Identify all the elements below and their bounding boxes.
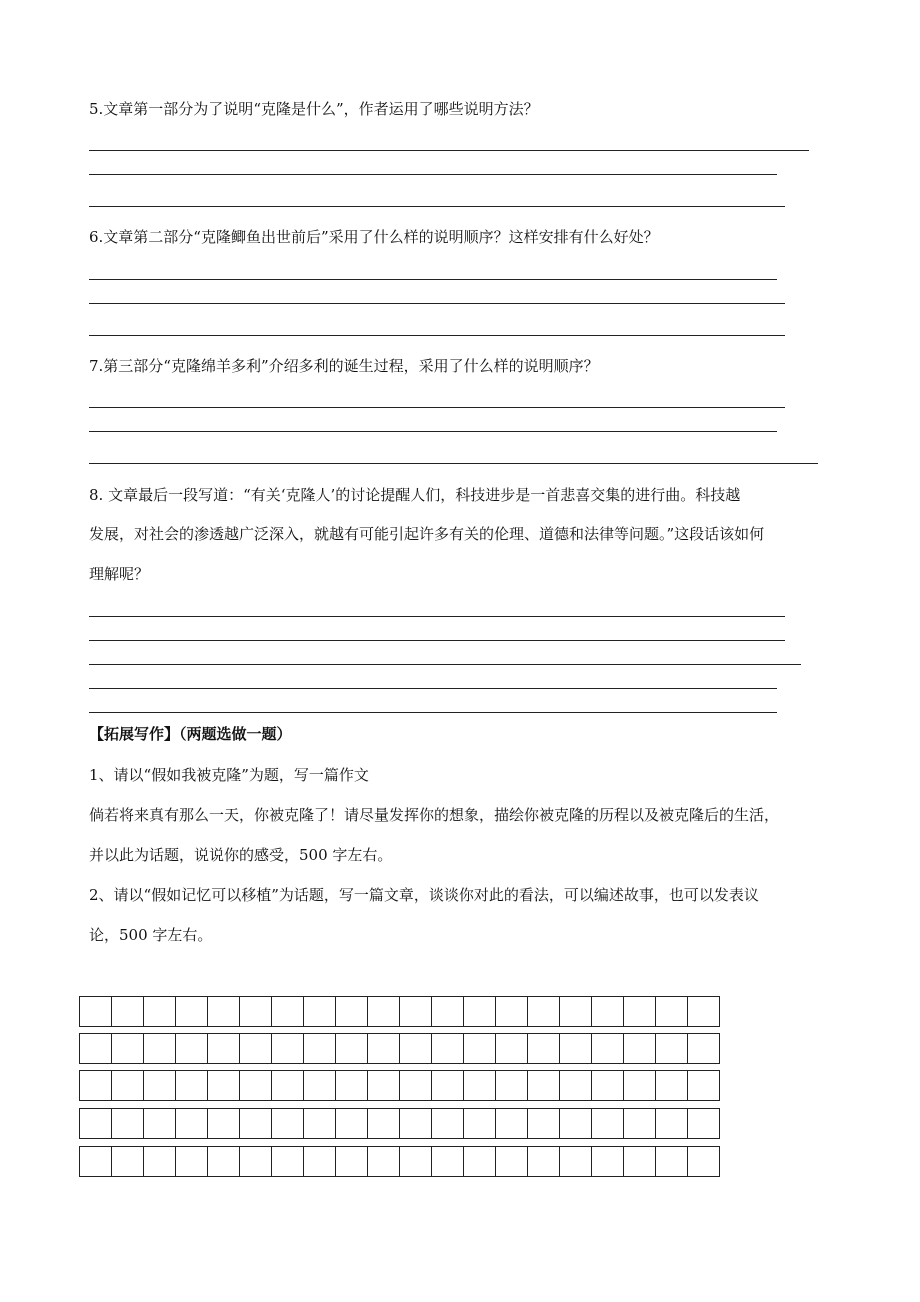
grid-cell[interactable]	[272, 1033, 304, 1064]
grid-cell[interactable]	[144, 996, 176, 1027]
question-8-line-2: 发展，对社会的渗透越广泛深入，就越有可能引起许多有关的伦理、道德和法律等问题。”这段话该如何	[89, 525, 765, 543]
answer-line[interactable]	[89, 174, 777, 175]
grid-cell[interactable]	[144, 1070, 176, 1101]
grid-cell[interactable]	[176, 1033, 208, 1064]
answer-line[interactable]	[89, 407, 785, 408]
grid-cell[interactable]	[400, 1033, 432, 1064]
writing-topic-1-line-1: 倘若将来真有那么一天，你被克隆了！请尽量发挥你的想象，描绘你被克隆的历程以及被克隆后的生活，	[89, 806, 780, 824]
grid-cell[interactable]	[336, 1108, 368, 1139]
grid-cell[interactable]	[464, 1146, 496, 1177]
question-8-line-3: 理解呢？	[89, 565, 150, 583]
grid-cell[interactable]	[304, 1146, 336, 1177]
grid-cell[interactable]	[528, 1108, 560, 1139]
grid-cell[interactable]	[432, 1146, 464, 1177]
grid-cell[interactable]	[240, 1033, 272, 1064]
answer-line[interactable]	[89, 303, 785, 304]
grid-cell[interactable]	[432, 1033, 464, 1064]
grid-cell[interactable]	[560, 1146, 592, 1177]
grid-cell[interactable]	[624, 1146, 656, 1177]
answer-line[interactable]	[89, 664, 801, 665]
writing-heading: 【拓展写作】（两题选做一题）	[89, 725, 292, 743]
question-8-line-1: 8. 文章最后一段写道：“有关‘克隆人’的讨论提醒人们，科技进步是一首悲喜交集的进行曲。科技越	[89, 486, 741, 504]
grid-cell[interactable]	[464, 1033, 496, 1064]
grid-cell[interactable]	[304, 1108, 336, 1139]
grid-cell[interactable]	[112, 996, 144, 1027]
grid-cell[interactable]	[400, 1146, 432, 1177]
grid-cell[interactable]	[464, 996, 496, 1027]
grid-cell[interactable]	[176, 1108, 208, 1139]
grid-cell[interactable]	[432, 1070, 464, 1101]
writing-topic-1-title: 1、请以“假如我被克隆”为题，写一篇作文	[89, 766, 369, 784]
grid-cell[interactable]	[112, 1070, 144, 1101]
answer-line[interactable]	[89, 335, 785, 336]
answer-line[interactable]	[89, 640, 785, 641]
grid-cell[interactable]	[112, 1146, 144, 1177]
grid-cell[interactable]	[496, 1108, 528, 1139]
grid-cell[interactable]	[208, 1070, 240, 1101]
grid-cell[interactable]	[624, 996, 656, 1027]
answer-line[interactable]	[89, 431, 777, 432]
grid-cell[interactable]	[368, 1146, 400, 1177]
grid-cell[interactable]	[592, 1146, 624, 1177]
grid-cell[interactable]	[496, 996, 528, 1027]
grid-row	[79, 1146, 720, 1177]
grid-cell[interactable]	[656, 996, 688, 1027]
grid-cell[interactable]	[144, 1033, 176, 1064]
grid-cell[interactable]	[528, 1070, 560, 1101]
grid-cell[interactable]	[528, 1033, 560, 1064]
grid-cell[interactable]	[272, 1070, 304, 1101]
grid-cell[interactable]	[592, 1108, 624, 1139]
grid-cell[interactable]	[688, 1070, 720, 1101]
grid-cell[interactable]	[496, 1070, 528, 1101]
grid-cell[interactable]	[336, 1070, 368, 1101]
grid-cell[interactable]	[304, 1070, 336, 1101]
question-7: 7.第三部分“克隆绵羊多利”介绍多利的诞生过程，采用了什么样的说明顺序？	[89, 357, 599, 375]
grid-cell[interactable]	[336, 996, 368, 1027]
grid-cell[interactable]	[176, 1146, 208, 1177]
grid-cell[interactable]	[496, 1033, 528, 1064]
grid-cell[interactable]	[592, 1033, 624, 1064]
grid-cell[interactable]	[656, 1108, 688, 1139]
grid-cell[interactable]	[560, 1070, 592, 1101]
grid-cell[interactable]	[208, 1108, 240, 1139]
answer-line[interactable]	[89, 206, 785, 207]
writing-topic-1-line-2: 并以此为话题，说说你的感受，500 字左右。	[89, 846, 393, 864]
answer-line[interactable]	[89, 616, 785, 617]
grid-cell[interactable]	[592, 996, 624, 1027]
answer-line[interactable]	[89, 688, 777, 689]
writing-topic-2-line-2: 论，500 字左右。	[89, 926, 213, 944]
grid-cell[interactable]	[80, 1108, 112, 1139]
grid-cell[interactable]	[208, 1146, 240, 1177]
grid-cell[interactable]	[176, 1070, 208, 1101]
grid-cell[interactable]	[688, 996, 720, 1027]
grid-row	[79, 996, 720, 1027]
grid-row	[79, 1108, 720, 1139]
grid-cell[interactable]	[368, 1070, 400, 1101]
grid-cell[interactable]	[400, 1070, 432, 1101]
grid-cell[interactable]	[240, 1108, 272, 1139]
grid-cell[interactable]	[528, 1146, 560, 1177]
grid-cell[interactable]	[112, 1108, 144, 1139]
grid-cell[interactable]	[80, 1146, 112, 1177]
grid-cell[interactable]	[144, 1146, 176, 1177]
grid-cell[interactable]	[80, 996, 112, 1027]
grid-cell[interactable]	[656, 1070, 688, 1101]
grid-cell[interactable]	[112, 1033, 144, 1064]
grid-cell[interactable]	[528, 996, 560, 1027]
grid-cell[interactable]	[400, 1108, 432, 1139]
writing-topic-2-line-1: 2、请以“假如记忆可以移植”为话题，写一篇文章，谈谈你对此的看法，可以编述故事，也可以发表议	[89, 886, 759, 904]
grid-cell[interactable]	[304, 996, 336, 1027]
grid-cell[interactable]	[464, 1070, 496, 1101]
grid-cell[interactable]	[592, 1070, 624, 1101]
answer-line[interactable]	[89, 279, 777, 280]
grid-cell[interactable]	[656, 1033, 688, 1064]
grid-cell[interactable]	[688, 1146, 720, 1177]
grid-cell[interactable]	[208, 1033, 240, 1064]
grid-row	[79, 1070, 720, 1101]
grid-cell[interactable]	[624, 1033, 656, 1064]
grid-cell[interactable]	[656, 1146, 688, 1177]
grid-cell[interactable]	[208, 996, 240, 1027]
grid-cell[interactable]	[624, 1108, 656, 1139]
grid-cell[interactable]	[368, 1108, 400, 1139]
grid-cell[interactable]	[496, 1146, 528, 1177]
grid-cell[interactable]	[368, 1033, 400, 1064]
grid-row	[79, 1033, 720, 1064]
grid-cell[interactable]	[80, 1033, 112, 1064]
grid-cell[interactable]	[432, 996, 464, 1027]
grid-cell[interactable]	[336, 1146, 368, 1177]
grid-cell[interactable]	[464, 1108, 496, 1139]
grid-cell[interactable]	[80, 1070, 112, 1101]
grid-cell[interactable]	[560, 1033, 592, 1064]
grid-cell[interactable]	[240, 1070, 272, 1101]
question-5: 5.文章第一部分为了说明“克隆是什么”，作者运用了哪些说明方法？	[89, 100, 539, 118]
grid-cell[interactable]	[144, 1108, 176, 1139]
grid-cell[interactable]	[432, 1108, 464, 1139]
grid-cell[interactable]	[272, 1108, 304, 1139]
grid-cell[interactable]	[272, 996, 304, 1027]
grid-cell[interactable]	[176, 996, 208, 1027]
answer-line[interactable]	[89, 712, 777, 713]
grid-cell[interactable]	[272, 1146, 304, 1177]
grid-cell[interactable]	[240, 1146, 272, 1177]
grid-cell[interactable]	[400, 996, 432, 1027]
question-6: 6.文章第二部分“克隆鲫鱼出世前后”采用了什么样的说明顺序？这样安排有什么好处？	[89, 228, 659, 246]
grid-cell[interactable]	[368, 996, 400, 1027]
grid-cell[interactable]	[688, 1033, 720, 1064]
grid-cell[interactable]	[304, 1033, 336, 1064]
grid-cell[interactable]	[336, 1033, 368, 1064]
grid-cell[interactable]	[240, 996, 272, 1027]
grid-cell[interactable]	[560, 1108, 592, 1139]
grid-cell[interactable]	[688, 1108, 720, 1139]
answer-line[interactable]	[89, 463, 818, 464]
grid-cell[interactable]	[624, 1070, 656, 1101]
grid-cell[interactable]	[560, 996, 592, 1027]
answer-line[interactable]	[89, 150, 809, 151]
